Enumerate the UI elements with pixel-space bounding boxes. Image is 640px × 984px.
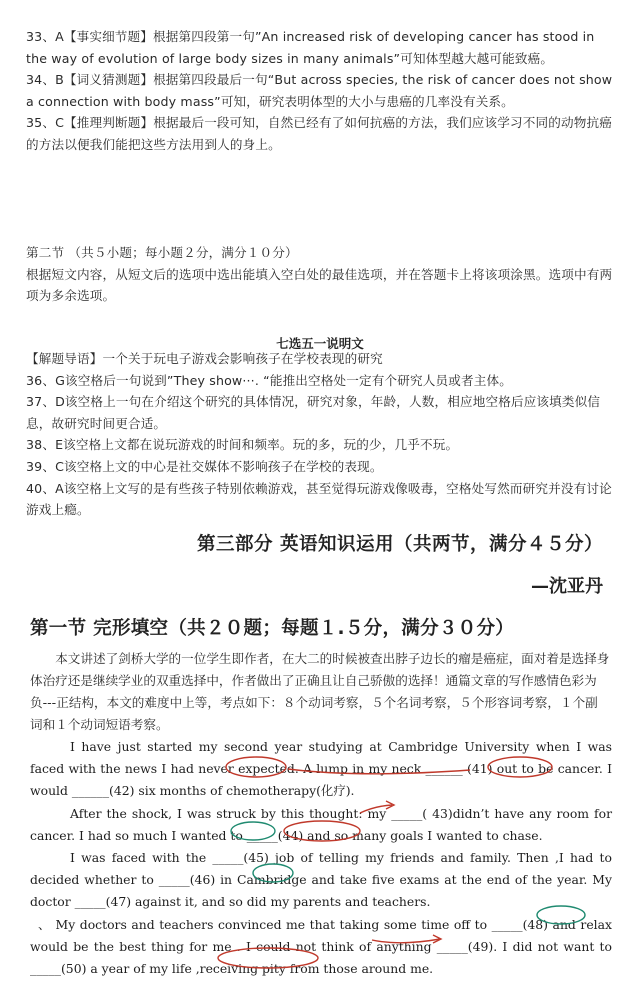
passage-paragraph-4: 、 My doctors and teachers convinced me that taking some time off to _____(48) and relax would be the best thing for me . I could not think of anything _____(49). I did not want to _____(50) a year of my life ,receiving pity from those around me. <box>30 916 612 977</box>
answer-37: 37、D该空格上一句在介绍这个研究的具体情况，研究对象，年龄，人数，相应地空格后应该填类似信息，故研究时间更合适。 <box>26 394 601 431</box>
section2-header: 第二节 （共５小题；每小题２分，满分１０分） <box>26 245 298 260</box>
answer-34: 34、B【词义猜测题】根据第四段最后一句“But across species, the risk of cancer does not show a connection with body mass”可知，研究表明体型的大小与患癌的几率没有关系。 <box>26 72 613 109</box>
section2-instructions: 根据短文内容，从短文后的选项中选出能填入空白处的最佳选项，并在答题卡上将该项涂黑。选项中有两项为多余选项。 <box>26 266 613 304</box>
section2-block <box>26 242 616 307</box>
answer-33: 33、A【事实细节题】根据第四段第一句”An increased risk of developing cancer has stood in the way of evolution of large body sizes in many animals”可知体型越大越可能致癌。 <box>26 29 595 66</box>
section1-intro: 本文讲述了剑桥大学的一位学生即作者，在大二的时候被查出脖子边长的瘤是癌症，面对着是选择身体治疗还是继续学业的双重选择中，作者做出了正确且让自己骄傲的选择！通篇文章的写作感情色彩为负---正结构，本文的难度中上等，考点如下：８个动词考察，５个名词考察，５个形容词考察，１个副词和１个动词短语考察。 <box>30 651 610 732</box>
answer-36: 36、G该空格后一句说到”They show···. “能推出空格处一定有个研究人员或者主体。 <box>26 372 512 388</box>
reading-answers <box>26 26 616 156</box>
part3-title: 第三部分 英语知识运用（共两节，满分４５分） <box>197 534 603 555</box>
answer-39: 39、C该空格上文的中心是社交媒体不影响孩子在学校的表现。 <box>26 458 383 474</box>
seven-five-block <box>26 348 616 521</box>
answer-35: 35、C【推理判断题】根据最后一段可知，自然已经有了如何抗癌的方法，我们应该学习不同的动物抗癌的方法以便我们能把这些方法用到人的身上。 <box>26 115 612 152</box>
seven-five-title: 七选五一说明文 <box>276 336 364 351</box>
passage-paragraph-2: After the shock, I was struck by this thought: my _____( 43)didn’t have any room for cancer. I had so much I wanted to _____(44) and so many goals I wanted to chase. <box>30 805 612 843</box>
cloze-passage <box>30 736 612 980</box>
answer-40: 40、A该空格上文写的是有些孩子特别依赖游戏，甚至觉得玩游戏像吸毒，空格处写然而研究并没有讨论游戏上瘾。 <box>26 480 612 518</box>
section1-title: 第一节 完形填空（共２０题；每题１.５分，满分３０分） <box>30 618 515 639</box>
answer-38: 38、E该空格上文都在说玩游戏的时间和频率。玩的多，玩的少，几乎不玩。 <box>26 437 459 453</box>
author-name: —沈亚丹 <box>531 576 603 597</box>
passage-paragraph-1: I have just started my second year studying at Cambridge University when I was faced with the news I had never expected. A lump in my neck ______ (41) out to be cancer. I would ______(42) six months of chemotherapy(化疗). <box>30 739 612 799</box>
seven-five-guide: 【解题导语】一个关于玩电子游戏会影响孩子在学校表现的研究 <box>26 351 383 366</box>
passage-paragraph-3: I was faced with the _____(45) job of telling my friends and family. Then ,I had to decided whether to _____(46) in Cambridge and take five exams at the end of the year. My doctor _____(47) against it, and so did my parents and teachers. <box>30 850 612 910</box>
